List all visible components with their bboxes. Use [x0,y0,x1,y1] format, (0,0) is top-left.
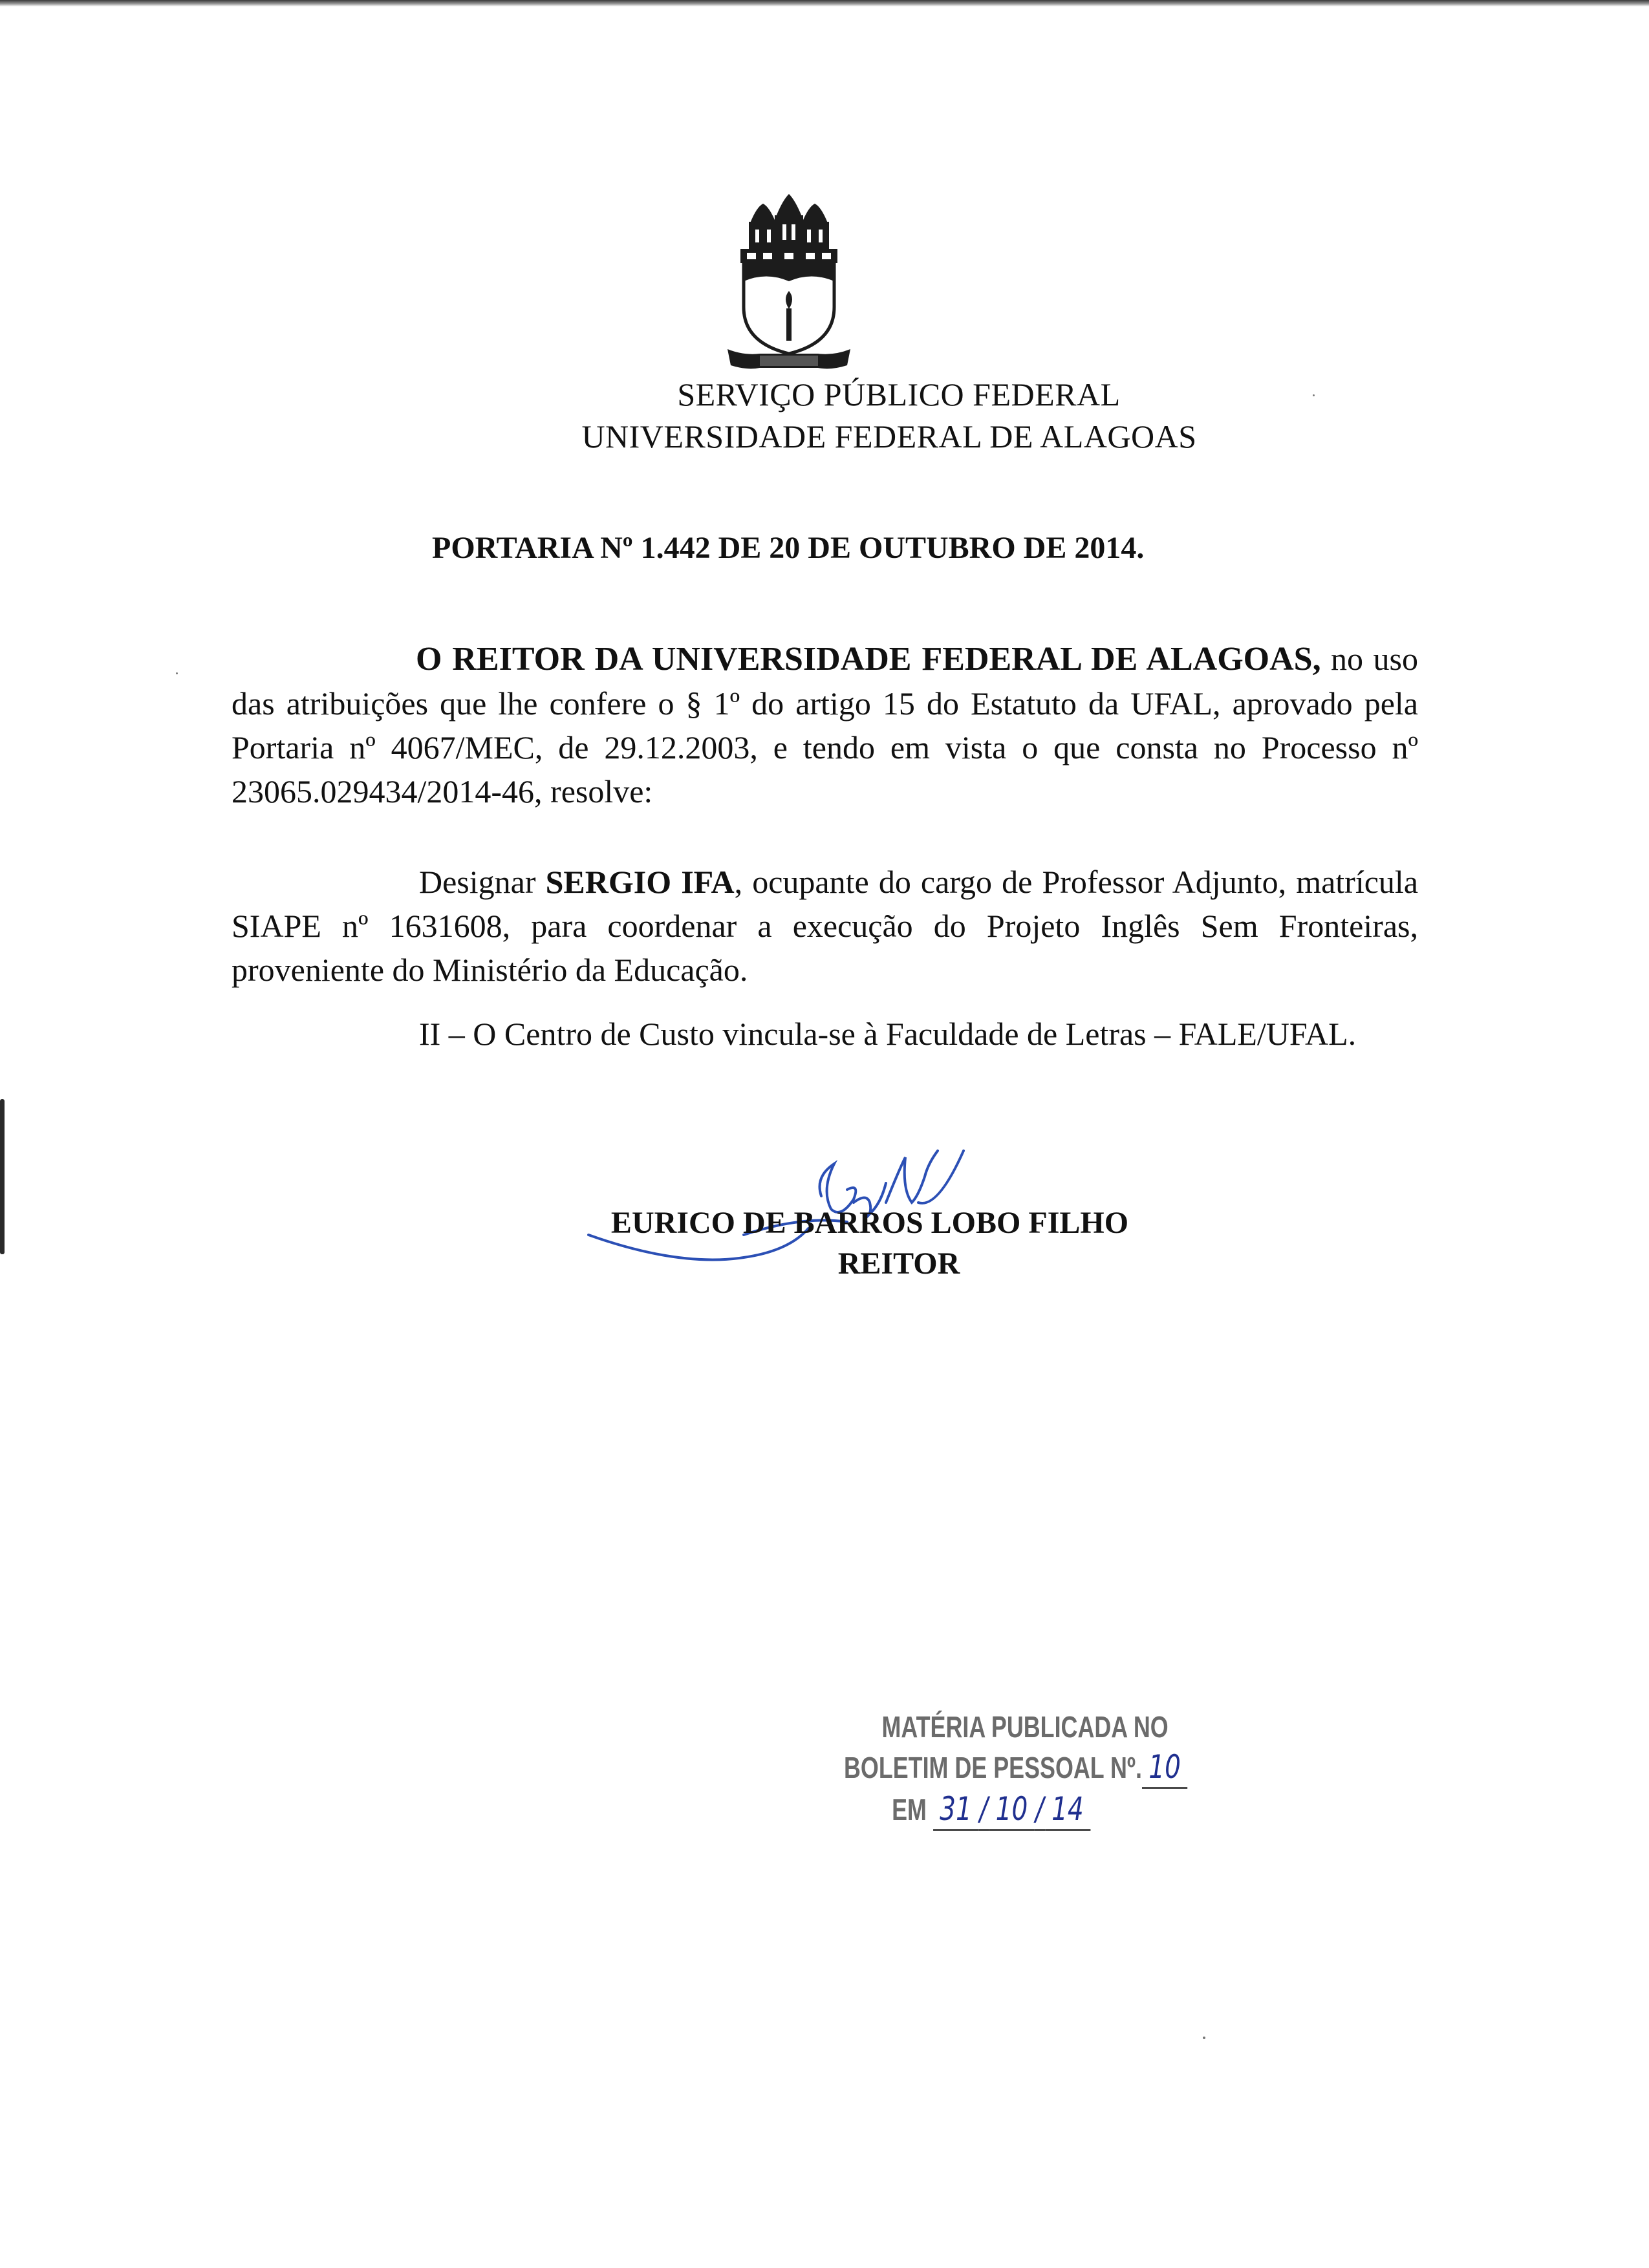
designation-paragraph [232,860,1418,992]
stamp-date-sep1: / [978,1789,989,1831]
item-ii-paragraph: II – O Centro de Custo vincula-se à Faculdade de Letras – FALE/UFAL. [419,1016,1357,1052]
designation-post: , ocupante do cargo de Professor Adjunto, matrícula SIAPE nº 1631608, para coordenar a execução do Projeto Inglês Sem Fronteiras, proveniente do Ministério da Educação. [232,864,1418,988]
stamp-line-2 [844,1747,1181,1789]
designation-pre: Designar [419,864,546,900]
stamp-line-3 [844,1789,1147,1831]
stamp-date-year: 14 [1045,1789,1090,1831]
scan-top-edge [0,0,1649,6]
designated-name: SERGIO IFA [545,864,735,900]
publication-stamp [844,1707,1181,1856]
preamble-body: no uso das atribuições que lhe confere o § 1º do artigo 15 do Estatuto da UFAL, aprovado pela Portaria nº 4067/MEC, de 29.12.2003, e tendo em vista o que consta no Processo nº 23065.029434/2014-46, resolve: [232,641,1418,809]
scan-speck [1203,2037,1205,2039]
scan-speck [176,672,178,674]
signatory-title: REITOR [837,1246,960,1281]
signatory-name: EURICO DE BARROS LOBO FILHO [610,1206,1129,1240]
stamp-date-sep2: / [1035,1789,1045,1831]
portaria-title: PORTARIA Nº 1.442 DE 20 DE OUTUBRO DE 2014. [432,531,1145,565]
preamble-lead: O REITOR DA UNIVERSIDADE FEDERAL DE ALAGOAS, [416,641,1321,678]
header-university: UNIVERSIDADE FEDERAL DE ALAGOAS [581,418,1197,455]
header-service: SERVIÇO PÚBLICO FEDERAL [677,376,1121,412]
stamp-date-day: 31 [933,1789,978,1831]
stamp-date-month: 10 [989,1789,1034,1831]
stamp-date-label: EM [892,1793,927,1826]
preamble-paragraph [232,637,1418,813]
scan-speck [1313,394,1315,396]
stamp-bulletin-number: 10 [1142,1747,1187,1789]
stamp-line-1: MATÉRIA PUBLICADA NO [881,1710,1169,1744]
university-crest-icon [724,184,854,378]
stamp-bulletin-label: BOLETIM DE PESSOAL Nº. [844,1751,1142,1784]
